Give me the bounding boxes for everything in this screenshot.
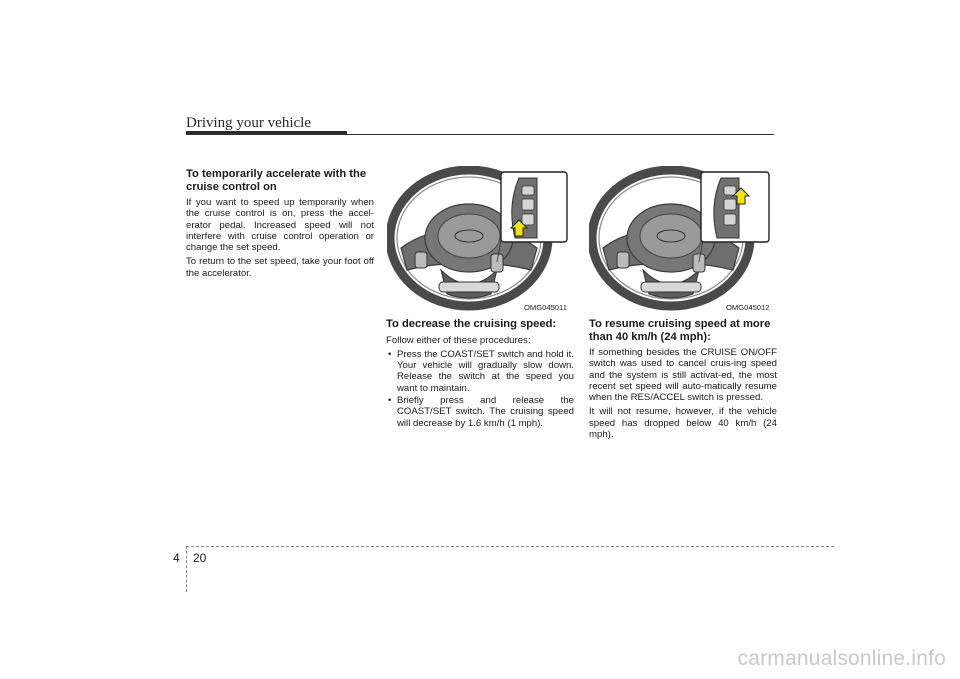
bullet-glyph: •	[388, 348, 392, 360]
list-item	[386, 395, 574, 429]
column-accelerate	[186, 168, 374, 282]
column-resume	[589, 318, 777, 443]
accelerate-paragraph-1: If you want to speed up temporarily when the cruise control is on, press the accel-erator pedal. Increased speed will not interfere with cruise control operation or change the set speed.	[186, 197, 374, 254]
decrease-intro: Follow either of these procedures:	[386, 334, 531, 346]
steering-wheel-figure-resume	[589, 166, 775, 314]
list-item	[386, 349, 574, 394]
figure-code-2: OMG045012	[726, 303, 770, 312]
figure-code-1: OMG045011	[524, 303, 567, 312]
decrease-list	[386, 349, 574, 429]
column-decrease	[386, 318, 574, 430]
accelerate-paragraph-2: To return to the set speed, take your foot off the accelerator.	[186, 256, 374, 279]
steering-wheel-figure-coast	[387, 166, 573, 314]
list-item-text: Press the COAST/SET switch and hold it. Your vehicle will gradually slow down. Release the switch at the speed you want to maintain.	[397, 348, 574, 394]
page-number: 20	[193, 551, 207, 565]
steering-wheel-illustration	[387, 166, 573, 314]
chapter-number: 4	[173, 551, 180, 565]
resume-paragraph-2: It will not resume, however, if the vehicle speed has dropped below 40 km/h (24 mph).	[589, 406, 777, 441]
section-title: Driving your vehicle	[186, 115, 311, 131]
watermark: carmanualsonline.info	[737, 647, 946, 670]
decrease-heading: To decrease the cruising speed:	[386, 318, 557, 330]
accelerate-heading: To temporarily accelerate with the cruise control on	[186, 168, 367, 193]
footer-vertical-rule	[186, 546, 187, 592]
footer-rule	[186, 546, 834, 547]
list-item-text: Briefly press and release the COAST/SET switch. The cruising speed will decrease by 1.6 km/h (1 mph).	[397, 394, 574, 429]
header-rule	[186, 134, 774, 135]
steering-wheel-illustration	[589, 166, 775, 314]
resume-paragraph-1: If something besides the CRUISE ON/OFF switch was used to cancel cruis-ing speed and the system is still activat-ed, the most recent set speed will auto-matically resume when the RES/ACCEL switch is pressed.	[589, 347, 777, 404]
resume-heading: To resume cruising speed at more than 40 km/h (24 mph):	[589, 318, 771, 343]
bullet-glyph: •	[388, 394, 392, 406]
